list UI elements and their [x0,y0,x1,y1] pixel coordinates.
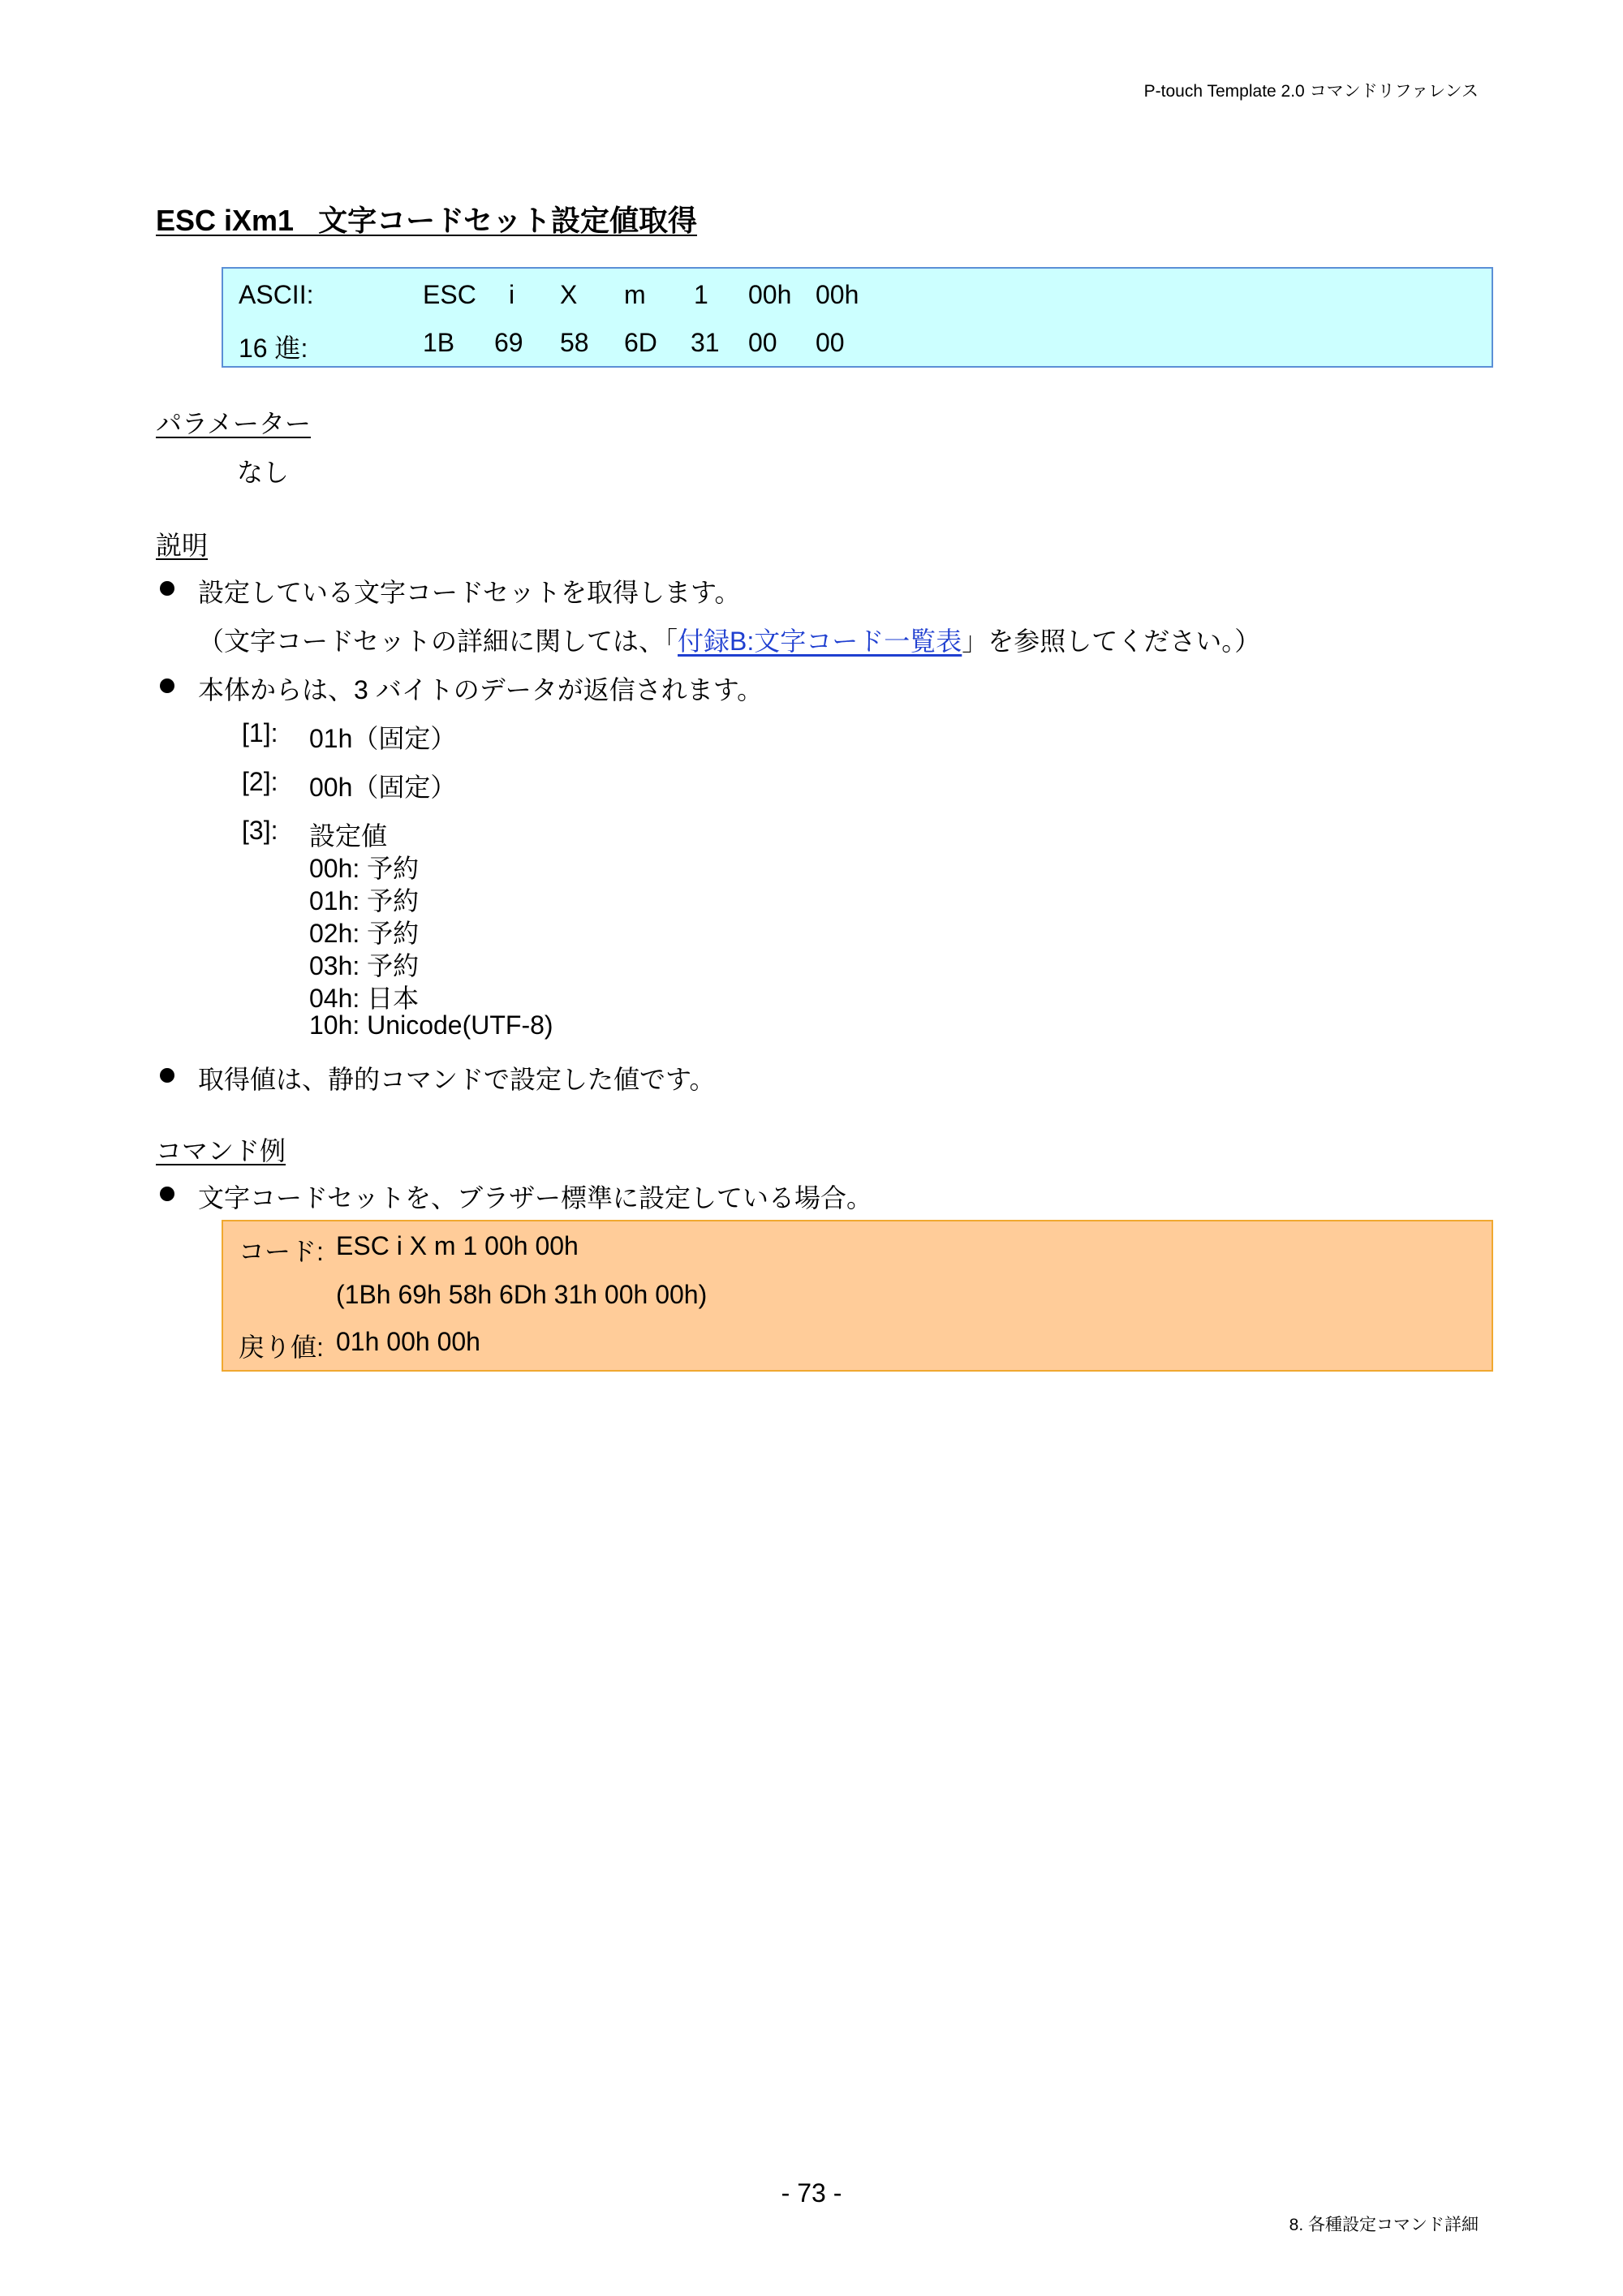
return-label: 戻り値: [239,1333,324,1362]
bullet-icon [160,1068,174,1083]
hex-value: 31 [691,328,720,357]
setting-item: 03h: 予約 [309,951,420,980]
setting-item: 00h: 予約 [309,854,420,883]
byte-label: [1]: [242,718,278,747]
command-example-box [222,1220,1493,1372]
description-bullet-1: 設定している文字コードセットを取得します。 [198,578,741,607]
code-value: ESC i X m 1 00h 00h [336,1231,579,1260]
hex-value: 69 [494,328,523,357]
appendix-b-link[interactable]: 付録B:文字コード一覧表 [678,627,962,656]
setting-item: 02h: 予約 [309,919,420,948]
running-footer: 8. 各種設定コマンド詳細 [1289,2216,1479,2234]
ascii-value: ESC [423,280,476,309]
byte-value: 01h（固定） [309,724,457,753]
note-prefix: （文字コードセットの詳細に関しては、「 [198,627,678,656]
parameters-value: なし [237,458,290,487]
description-heading: 説明 [156,531,209,560]
description-note [198,621,1260,658]
ascii-value: 00h [816,280,859,309]
description-bullet-3: 取得値は、静的コマンドで設定した値です。 [198,1065,716,1094]
ascii-value: m [624,280,646,309]
running-header: P-touch Template 2.0 コマンドリファレンス [1143,82,1479,101]
ascii-value: 00h [748,280,792,309]
example-heading: コマンド例 [156,1136,286,1165]
bullet-icon [160,1187,174,1201]
byte-value: 00h（固定） [309,773,457,802]
section-title: ESC iXm1 文字コードセット設定値取得 [156,204,697,237]
page-number: - 73 - [781,2178,842,2208]
setting-item: 01h: 予約 [309,886,420,915]
byte-label: [3]: [242,816,278,845]
hex-value: 1B [423,328,455,357]
code-label: コード: [239,1237,324,1266]
setting-item: 10h: Unicode(UTF-8) [309,1010,553,1040]
byte-label: [2]: [242,767,278,796]
bullet-icon [160,678,174,693]
ascii-label: ASCII: [239,280,314,309]
ascii-value: i [509,280,515,309]
byte-value: 設定値 [309,821,388,851]
command-syntax-box [222,267,1493,368]
note-suffix: 」を参照してください。） [962,627,1261,656]
example-bullet: 文字コードセットを、ブラザー標準に設定している場合。 [198,1183,873,1213]
hex-value: 58 [560,328,589,357]
ascii-value: X [560,280,578,309]
description-bullet-2: 本体からは、3 バイトのデータが返信されます。 [198,675,764,704]
return-value: 01h 00h 00h [336,1327,480,1356]
bullet-icon [160,581,174,596]
ascii-value: 1 [694,280,708,309]
hex-value: 00 [816,328,845,357]
code-hex: (1Bh 69h 58h 6Dh 31h 00h 00h) [336,1280,708,1309]
setting-item: 04h: 日本 [309,984,420,1013]
hex-value: 6D [624,328,657,357]
hex-value: 00 [748,328,777,357]
parameters-heading: パラメーター [156,409,312,438]
hex-label: 16 進: [239,334,308,363]
